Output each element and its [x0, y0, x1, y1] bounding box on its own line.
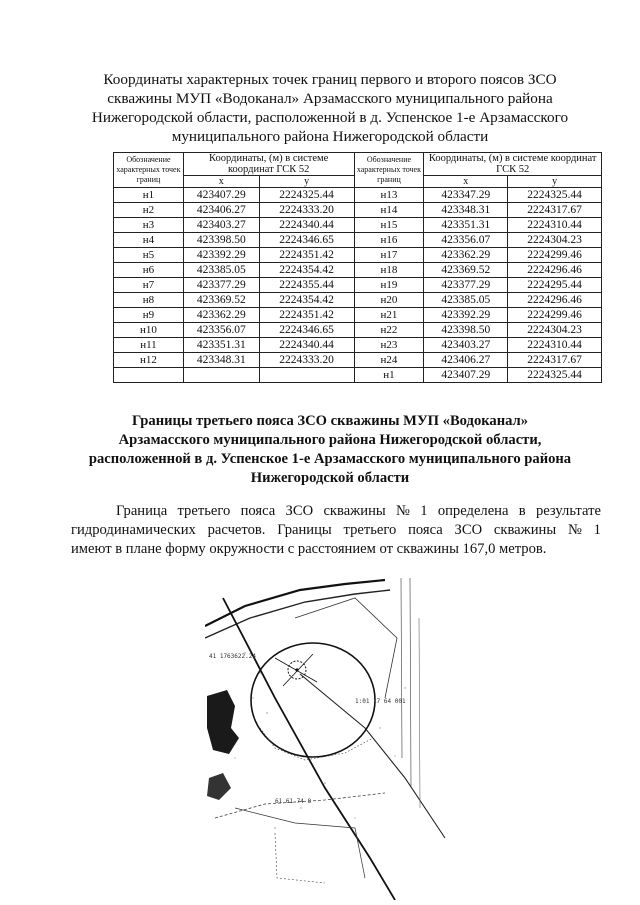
y-coordinate-cell: 2224354.42 — [259, 293, 354, 308]
table-row — [114, 323, 602, 338]
table-row — [114, 338, 602, 353]
point-designation-cell: н10 — [114, 323, 184, 338]
point-designation-cell: н5 — [114, 248, 184, 263]
table-row — [114, 263, 602, 278]
paragraph-word: Границы — [277, 522, 332, 538]
x-coordinate-cell: 423356.07 — [183, 323, 259, 338]
document-title — [80, 70, 580, 146]
point-designation-cell: н11 — [114, 338, 184, 353]
title-line: Координаты характерных точек границ первого и второго поясов ЗСО — [103, 71, 557, 88]
y-coordinate-cell: 2224354.42 — [259, 263, 354, 278]
paragraph-word: третьего — [343, 522, 397, 538]
y-coordinate-cell: 2224351.42 — [259, 308, 354, 323]
point-designation-cell: н14 — [354, 203, 424, 218]
table-row — [114, 353, 602, 368]
point-designation-cell: н1 — [114, 188, 184, 203]
x-coordinate-cell: 423362.29 — [183, 308, 259, 323]
x-coordinate-cell: 423377.29 — [183, 278, 259, 293]
x-coordinate-cell: 423377.29 — [424, 278, 508, 293]
y-coordinate-cell: 2224346.65 — [259, 233, 354, 248]
x-header: x — [424, 176, 508, 188]
title-line: муниципального района Нижегородской области — [171, 128, 489, 145]
paragraph-word: скважины — [493, 522, 557, 538]
point-designation-cell: н12 — [114, 353, 184, 368]
coordinates-table — [113, 152, 602, 383]
point-designation-cell: н22 — [354, 323, 424, 338]
coordinates-table-body — [114, 188, 602, 383]
map-label: 41 1763622.24 — [209, 653, 256, 660]
x-coordinate-cell: 423406.27 — [183, 203, 259, 218]
y-coordinate-cell: 2224295.44 — [508, 278, 602, 293]
y-coordinate-cell: 2224351.42 — [259, 248, 354, 263]
paragraph-word: расчетов. — [207, 522, 266, 538]
paragraph-word: гидродинамических — [71, 522, 196, 538]
x-coordinate-cell: 423398.50 — [424, 323, 508, 338]
y-coordinate-cell: 2224310.44 — [508, 218, 602, 233]
y-coordinate-cell: 2224355.44 — [259, 278, 354, 293]
y-coordinate-cell: 2224317.67 — [508, 353, 602, 368]
map-label: 1:01 17 64 001 — [355, 698, 406, 705]
x-coordinate-cell: 423348.31 — [183, 353, 259, 368]
y-coordinate-cell: 2224296.46 — [508, 263, 602, 278]
y-coordinate-cell: 2224304.23 — [508, 323, 602, 338]
x-coordinate-cell: 423369.52 — [183, 293, 259, 308]
paragraph-line — [71, 502, 601, 521]
point-designation-cell: н24 — [354, 353, 424, 368]
paragraph-word: 1 — [593, 522, 601, 538]
table-row — [114, 248, 602, 263]
coordinate-system-header: Координаты, (м) в системе координат ГСК 52 — [424, 153, 602, 176]
x-coordinate-cell: 423392.29 — [424, 308, 508, 323]
paragraph-word: № — [396, 503, 410, 519]
paragraph-word: пояса — [240, 503, 276, 519]
designation-header: Обозначение характерных точек границ — [114, 153, 184, 188]
point-designation-cell: н21 — [354, 308, 424, 323]
x-coordinate-cell — [183, 368, 259, 383]
paragraph-word: ЗСО — [285, 503, 314, 519]
point-designation-cell: н16 — [354, 233, 424, 248]
point-designation-cell: н19 — [354, 278, 424, 293]
x-coordinate-cell: 423385.05 — [424, 293, 508, 308]
paragraph-word: № — [567, 522, 582, 538]
y-coordinate-cell: 2224310.44 — [508, 338, 602, 353]
point-designation-cell: н15 — [354, 218, 424, 233]
x-coordinate-cell: 423347.29 — [424, 188, 508, 203]
paragraph-word: 1 — [420, 503, 428, 519]
y-coordinate-cell: 2224346.65 — [259, 323, 354, 338]
description-paragraph — [71, 502, 601, 559]
section-title-line: Арзамасского муниципального района Нижегородской области, — [118, 432, 542, 448]
x-coordinate-cell: 423406.27 — [424, 353, 508, 368]
y-coordinate-cell: 2224333.20 — [259, 203, 354, 218]
table-row — [114, 278, 602, 293]
y-coordinate-cell: 2224325.44 — [259, 188, 354, 203]
point-designation-cell: н18 — [354, 263, 424, 278]
x-coordinate-cell: 423407.29 — [183, 188, 259, 203]
table-row — [114, 233, 602, 248]
point-designation-cell: н3 — [114, 218, 184, 233]
x-coordinate-cell: 423356.07 — [424, 233, 508, 248]
designation-header: Обозначение характерных точек границ — [354, 153, 424, 188]
y-coordinate-cell: 2224317.67 — [508, 203, 602, 218]
coordinate-system-header: Координаты, (м) в системе координат ГСК 52 — [183, 153, 354, 176]
section-title-line: Границы третьего пояса ЗСО скважины МУП «Водоканал» — [131, 413, 529, 429]
point-designation-cell — [114, 368, 184, 383]
y-coordinate-cell: 2224296.46 — [508, 293, 602, 308]
y-coordinate-cell: 2224304.23 — [508, 233, 602, 248]
point-designation-cell: н6 — [114, 263, 184, 278]
x-coordinate-cell: 423348.31 — [424, 203, 508, 218]
section-title-line: расположенной в д. Успенское 1-е Арзамасского муниципального района — [88, 451, 572, 467]
paragraph-word: определена — [437, 503, 509, 519]
title-line: Нижегородской области, расположенной в д. Успенское 1-е Арзамасского — [91, 109, 569, 126]
y-coordinate-cell: 2224299.46 — [508, 248, 602, 263]
point-designation-cell: н7 — [114, 278, 184, 293]
paragraph-word: третьего — [177, 503, 231, 519]
paragraph-line: имеют в плане форму окружности с расстоянием от скважины 167,0 метров. — [71, 541, 547, 557]
paragraph-word: результате — [535, 503, 601, 519]
paragraph-line — [71, 521, 601, 540]
paragraph-word: скважины — [323, 503, 386, 519]
x-header: x — [183, 176, 259, 188]
point-designation-cell: н8 — [114, 293, 184, 308]
zone-map-image — [205, 578, 450, 900]
y-coordinate-cell: 2224333.20 — [259, 353, 354, 368]
y-coordinate-cell: 2224299.46 — [508, 308, 602, 323]
x-coordinate-cell: 423407.29 — [424, 368, 508, 383]
x-coordinate-cell: 423362.29 — [424, 248, 508, 263]
point-designation-cell: н23 — [354, 338, 424, 353]
y-coordinate-cell: 2224325.44 — [508, 368, 602, 383]
x-coordinate-cell: 423369.52 — [424, 263, 508, 278]
point-designation-cell: н20 — [354, 293, 424, 308]
x-coordinate-cell: 423403.27 — [424, 338, 508, 353]
map-background — [205, 578, 450, 900]
table-row — [114, 293, 602, 308]
y-coordinate-cell — [259, 368, 354, 383]
x-coordinate-cell: 423403.27 — [183, 218, 259, 233]
paragraph-word: ЗСО — [454, 522, 483, 538]
paragraph-word: в — [518, 503, 526, 519]
x-coordinate-cell: 423398.50 — [183, 233, 259, 248]
y-coordinate-cell: 2224340.44 — [259, 338, 354, 353]
table-row — [114, 218, 602, 233]
paragraph-word: пояса — [408, 522, 443, 538]
y-header: y — [508, 176, 602, 188]
x-coordinate-cell: 423392.29 — [183, 248, 259, 263]
point-designation-cell: н4 — [114, 233, 184, 248]
paragraph-word: Граница — [116, 503, 168, 519]
x-coordinate-cell: 423351.31 — [183, 338, 259, 353]
y-header: y — [259, 176, 354, 188]
y-coordinate-cell: 2224325.44 — [508, 188, 602, 203]
map-label: 61 61 74 8 — [275, 798, 312, 805]
table-row — [114, 203, 602, 218]
point-designation-cell: н2 — [114, 203, 184, 218]
y-coordinate-cell: 2224340.44 — [259, 218, 354, 233]
table-row — [114, 368, 602, 383]
point-designation-cell: н9 — [114, 308, 184, 323]
x-coordinate-cell: 423351.31 — [424, 218, 508, 233]
title-line: скважины МУП «Водоканал» Арзамасского муниципального района — [107, 90, 553, 107]
section-title — [70, 412, 590, 488]
section-title-line: Нижегородской области — [250, 470, 410, 486]
table-row — [114, 308, 602, 323]
x-coordinate-cell: 423385.05 — [183, 263, 259, 278]
point-designation-cell: н17 — [354, 248, 424, 263]
point-designation-cell: н1 — [354, 368, 424, 383]
point-designation-cell: н13 — [354, 188, 424, 203]
table-row — [114, 188, 602, 203]
